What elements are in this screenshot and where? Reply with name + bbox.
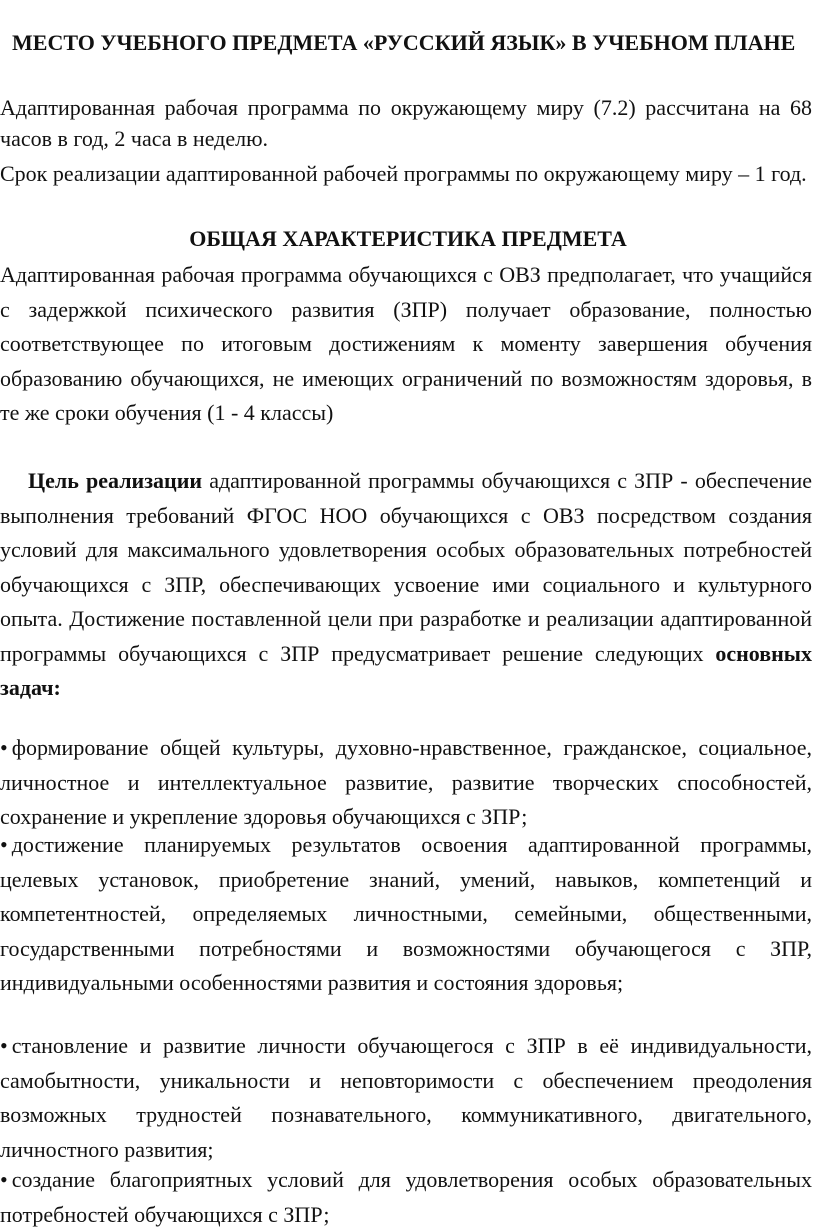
- paragraph-goal: [0, 464, 812, 706]
- bullet-marker: •: [0, 832, 8, 857]
- section-title: ОБЩАЯ ХАРАКТЕРИСТИКА ПРЕДМЕТА: [189, 226, 627, 251]
- bullet-item: [0, 1029, 812, 1167]
- document-title: МЕСТО УЧЕБНОГО ПРЕДМЕТА «РУССКИЙ ЯЗЫК» В УЧЕБНОМ ПЛАНЕ: [12, 30, 796, 55]
- tasks-label: основных задач:: [0, 640, 812, 700]
- bullet-text: формирование общей культуры, духовно-нравственное, гражданское, социальное, личностное и интеллектуальное развитие, развитие творческих способностей, сохранение и укрепление здоровья обучающихся с ЗПР;: [0, 735, 812, 829]
- bullet-text: создание благоприятных условий для удовлетворения особых образовательных потребностей обучающихся с ЗПР;: [0, 1167, 812, 1227]
- bullet-marker: •: [0, 1033, 8, 1058]
- bullet-text: становление и развитие личности обучающегося с ЗПР в её индивидуальности, самобытности, уникальности и неповторимости с обеспечением преодоления возможных трудностей познавательного, коммуникативного, двигательного, личностного развития;: [0, 1033, 812, 1162]
- paragraph-overview: Адаптированная рабочая программа обучающихся с ОВЗ предполагает, что учащийся с задержкой психического развития (ЗПР) получает образование, полностью соответствующее по итоговым достижениям к моменту завершения обучения образованию обучающихся, не имеющих ограничений по возможностям здоровья, в те же сроки обучения (1 - 4 классы): [0, 262, 812, 425]
- bullet-marker: •: [0, 1167, 8, 1192]
- bullet-marker: •: [0, 735, 8, 760]
- paragraph-duration: Срок реализации адаптированной рабочей программы по окружающему миру – 1 год.: [0, 161, 807, 186]
- goal-label: Цель реализации: [28, 468, 203, 493]
- paragraph-hours: Адаптированная рабочая программа по окружающему миру (7.2) рассчитана на 68 часов в год, 2 часа в неделю.: [0, 95, 812, 151]
- bullet-text: достижение планируемых результатов освоения адаптированной программы, целевых установок, приобретение знаний, умений, навыков, компетенций и компетентностей, определяемых личностными, семейными, общественными, государственными потребностями и возможностями обучающегося с ЗПР, индивидуальными особенностями развития и состояния здоровья;: [0, 832, 812, 995]
- goal-text: адаптированной программы обучающихся с ЗПР - обеспечение выполнения требований ФГОС НОО обучающихся с ОВЗ посредством создания условий для максимального удовлетворения особых образовательных потребностей обучающихся с ЗПР, обеспечивающих усвоение ими социального и культурного опыта. Достижение поставленной цели при разработке и реализации адаптированной программы обучающихся с ЗПР предусматривает решение следующих: [0, 468, 812, 666]
- bullet-item: [0, 1163, 812, 1232]
- bullet-item: [0, 828, 812, 1001]
- bullet-item: [0, 731, 812, 835]
